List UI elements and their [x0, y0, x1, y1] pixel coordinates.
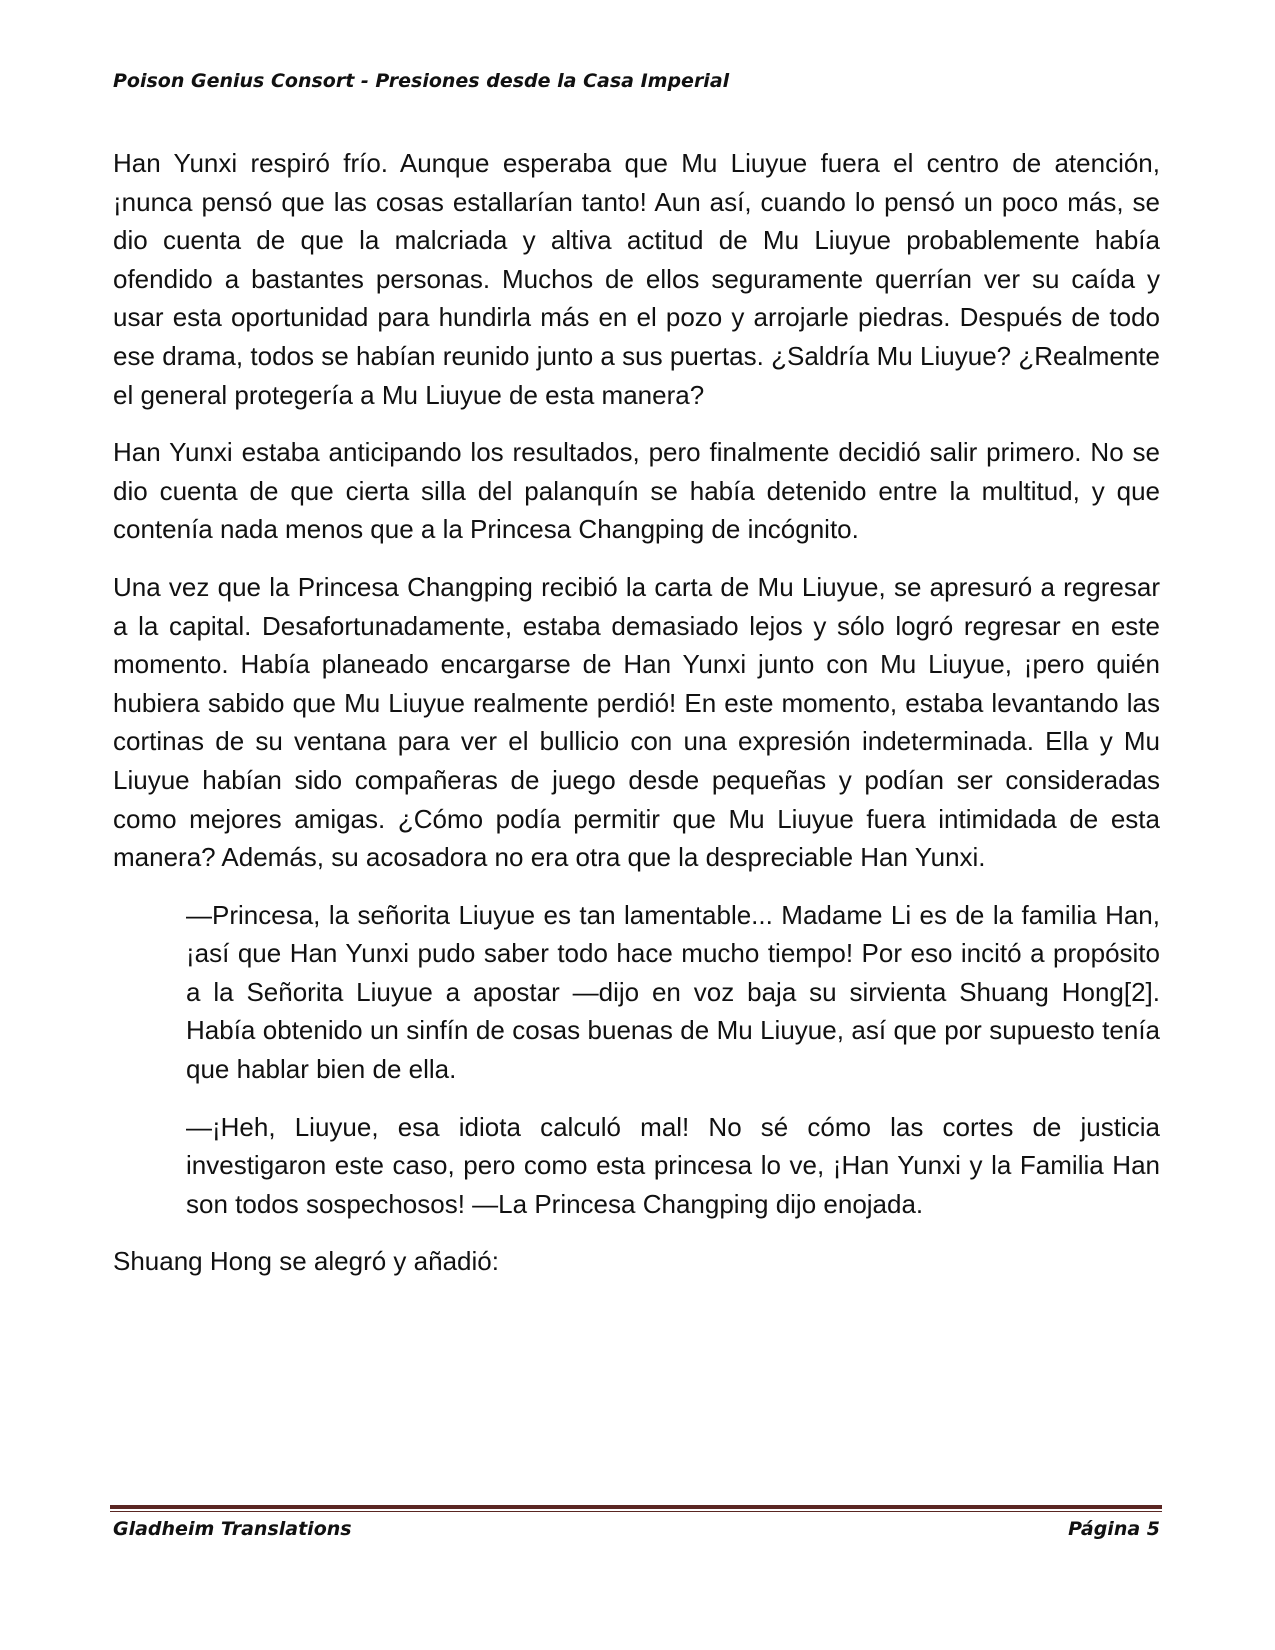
- body-paragraph: Han Yunxi estaba anticipando los resultados, pero finalmente decidió salir primero. No se dio cuenta de que cierta silla del palanquín se había detenido entre la multitud, y que contenía nada menos que a la Princesa Changping de incógnito.: [113, 437, 1160, 545]
- footer-translator-credit: Gladheim Translations: [113, 1518, 352, 1540]
- footer-divider: [110, 1505, 1162, 1512]
- page-header-title: Poison Genius Consort - Presiones desde la Casa Imperial: [113, 70, 730, 92]
- body-paragraph: Una vez que la Princesa Changping recibió la carta de Mu Liuyue, se apresuró a regresar a la capital. Desafortunadamente, estaba demasiado lejos y sólo logró regresar en este momento. Había planeado encargarse de Han Yunxi junto con Mu Liuyue, ¡pero quién hubiera sabido que Mu Liuyue realmente perdió! En este momento, estaba levantando las cortinas de su ventana para ver el bullicio con una expresión indeterminada. Ella y Mu Liuyue habían sido compañeras de juego desde pequeñas y podían ser consideradas como mejores amigas. ¿Cómo podía permitir que Mu Liuyue fuera intimidada de esta manera? Además, su acosadora no era otra que la despreciable Han Yunxi.: [113, 571, 1160, 873]
- footer-page-number: Página 5: [1068, 1518, 1160, 1540]
- document-body: [113, 144, 1160, 1300]
- dialogue-paragraph: —Princesa, la señorita Liuyue es tan lamentable... Madame Li es de la familia Han, ¡así que Han Yunxi pudo saber todo hace mucho tiempo! Por eso incitó a propósito a la Señorita Liuyue a apostar —dijo en voz baja su sirvienta Shuang Hong[2]. Había obtenido un sinfín de cosas buenas de Mu Liuyue, así que por supuesto tenía que hablar bien de ella.: [186, 899, 1160, 1085]
- footer-divider-thick: [110, 1505, 1162, 1509]
- body-paragraph: Han Yunxi respiró frío. Aunque esperaba que Mu Liuyue fuera el centro de atención, ¡nunca pensó que las cosas estallarían tanto! Aun así, cuando lo pensó un poco más, se dio cuenta de que la malcriada y altiva actitud de Mu Liuyue probablemente había ofendido a bastantes personas. Muchos de ellos seguramente querrían ver su caída y usar esta oportunidad para hundirla más en el pozo y arrojarle piedras. Después de todo ese drama, todos se habían reunido junto a sus puertas. ¿Saldría Mu Liuyue? ¿Realmente el general protegería a Mu Liuyue de esta manera?: [113, 148, 1160, 410]
- dialogue-paragraph: —¡Heh, Liuyue, esa idiota calculó mal! No sé cómo las cortes de justicia investigaron este caso, pero como esta princesa lo ve, ¡Han Yunxi y la Familia Han son todos sospechosos! —La Princesa Changping dijo enojada.: [186, 1111, 1160, 1219]
- body-paragraph: Shuang Hong se alegró y añadió:: [113, 1246, 499, 1277]
- footer-divider-thin: [110, 1511, 1162, 1512]
